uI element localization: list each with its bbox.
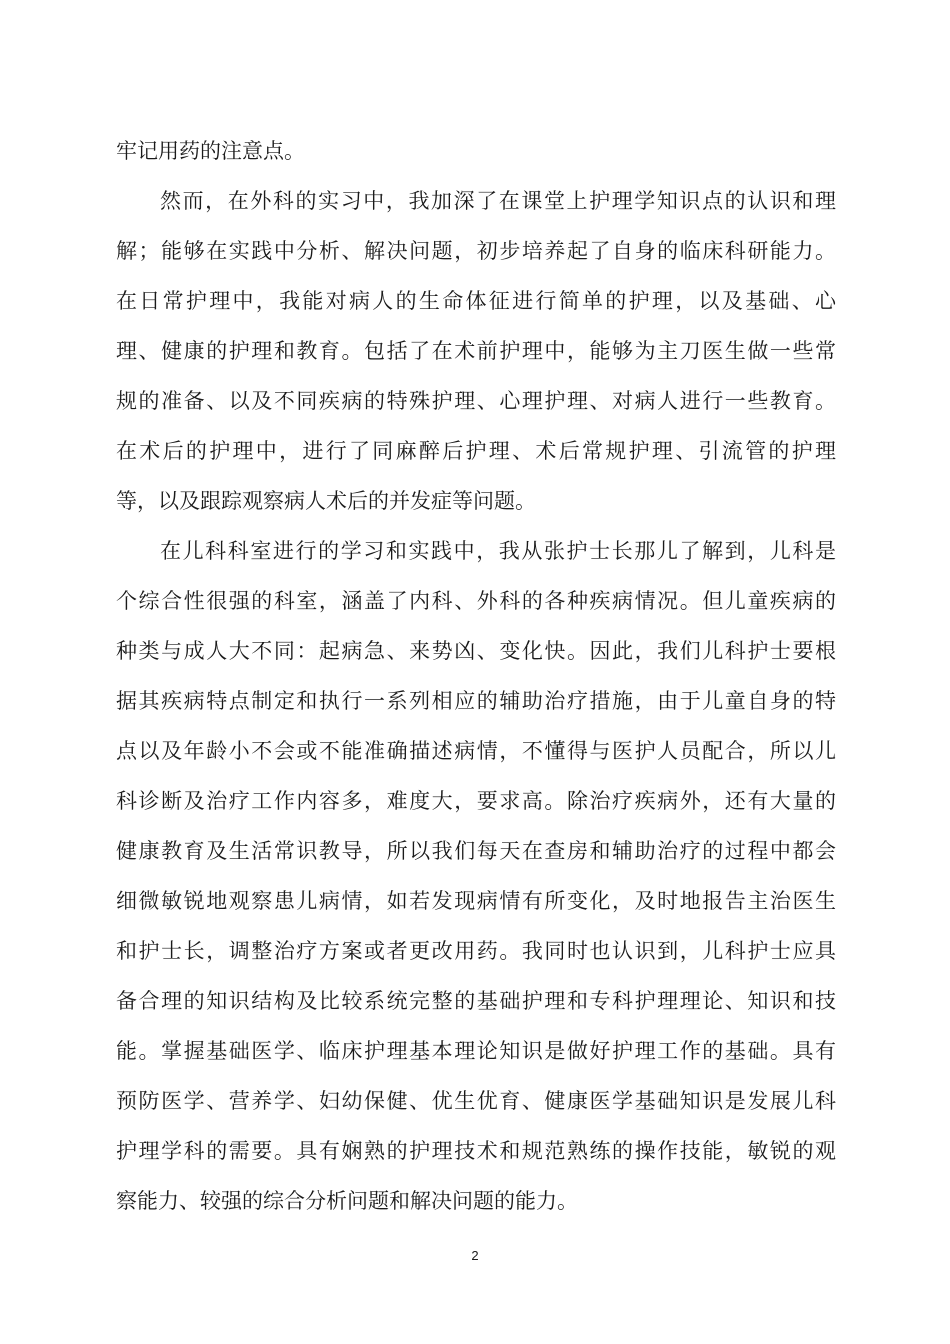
- text-line: 理、健康的护理和教育。包括了在术前护理中，能够为主刀医生做一些常: [116, 339, 836, 363]
- text-line: 然而，在外科的实习中，我加深了在课堂上护理学知识点的认识和理: [160, 189, 836, 213]
- text-line: 等，以及跟踪观察病人术后的并发症等问题。: [116, 489, 536, 513]
- text-line: 种类与成人大不同：起病急、来势凶、变化快。因此，我们儿科护士要根: [116, 639, 836, 663]
- text-line: 在日常护理中，我能对病人的生命体征进行简单的护理，以及基础、心: [116, 289, 836, 313]
- text-line: 能。掌握基础医学、临床护理基本理论知识是做好护理工作的基础。具有: [116, 1039, 836, 1063]
- text-line: 规的准备、以及不同疾病的特殊护理、心理护理、对病人进行一些教育。: [116, 389, 836, 413]
- text-line: 预防医学、营养学、妇幼保健、优生优育、健康医学基础知识是发展儿科: [116, 1089, 836, 1113]
- text-line: 在术后的护理中，进行了同麻醉后护理、术后常规护理、引流管的护理: [116, 439, 836, 463]
- text-line: 在儿科科室进行的学习和实践中，我从张护士长那儿了解到，儿科是: [160, 539, 836, 563]
- text-line: 牢记用药的注意点。: [116, 139, 305, 163]
- text-line: 察能力、较强的综合分析问题和解决问题的能力。: [116, 1189, 578, 1213]
- text-line: 点以及年龄小不会或不能准确描述病情，不懂得与医护人员配合，所以儿: [116, 739, 836, 763]
- text-line: 解；能够在实践中分析、解决问题，初步培养起了自身的临床科研能力。: [116, 239, 836, 263]
- text-line: 和护士长，调整治疗方案或者更改用药。我同时也认识到，儿科护士应具: [116, 939, 836, 963]
- text-line: 个综合性很强的科室，涵盖了内科、外科的各种疾病情况。但儿童疾病的: [116, 589, 836, 613]
- text-line: 备合理的知识结构及比较系统完整的基础护理和专科护理理论、知识和技: [116, 989, 836, 1013]
- text-line: 护理学科的需要。具有娴熟的护理技术和规范熟练的操作技能，敏锐的观: [116, 1139, 836, 1163]
- text-line: 科诊断及治疗工作内容多，难度大，要求高。除治疗疾病外，还有大量的: [116, 789, 836, 813]
- text-line: 健康教育及生活常识教导，所以我们每天在查房和辅助治疗的过程中都会: [116, 839, 836, 863]
- page-number: 2: [471, 1248, 479, 1263]
- text-line: 据其疾病特点制定和执行一系列相应的辅助治疗措施，由于儿童自身的特: [116, 689, 836, 713]
- text-line: 细微敏锐地观察患儿病情，如若发现病情有所变化，及时地报告主治医生: [116, 889, 836, 913]
